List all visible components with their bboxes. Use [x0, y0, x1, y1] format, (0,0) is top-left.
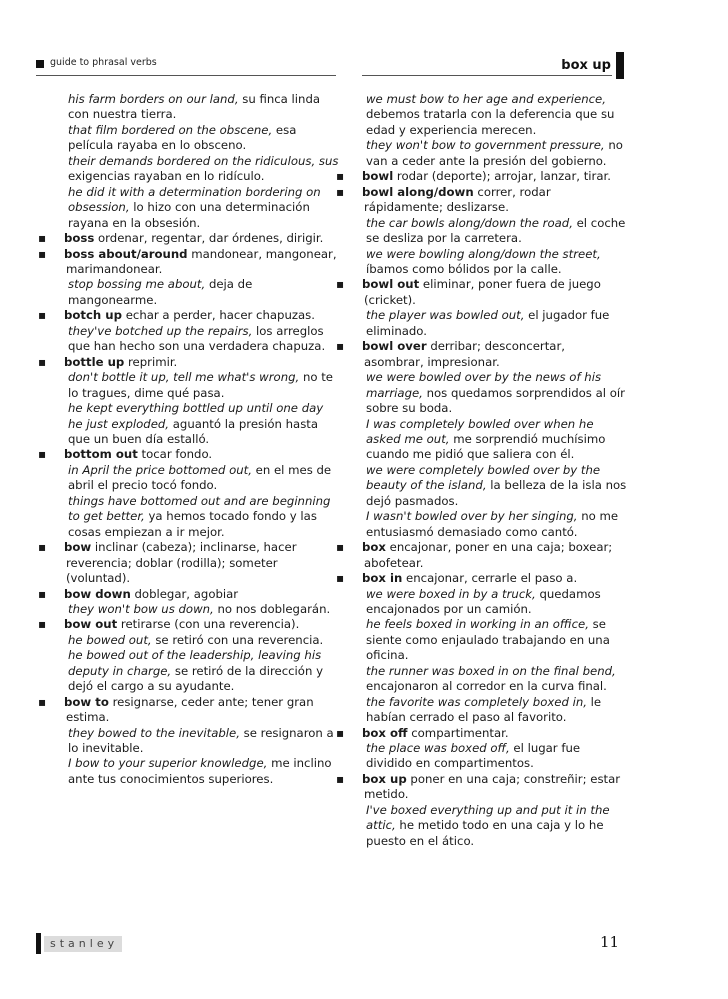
example-spanish: me inclino ante tus conocimientos superiores.: [68, 756, 332, 786]
example-spanish: no van a ceder ante la presión del gobierno.: [366, 138, 623, 168]
example-spanish: ya hemos tocado fondo y las cosas empiezan a ir mejor.: [68, 509, 317, 539]
example-spanish: se retiró de la dirección y dejó el cargo a su ayudante.: [68, 663, 323, 694]
example-english: he bowed out of the leadership, leaving his deputy in charge,: [68, 648, 322, 678]
header-rule-left: [36, 75, 336, 76]
translation: inclinar (cabeza); inclinarse, hacer reverencia; doblar (rodilla); someter (voluntad).: [66, 540, 297, 586]
example-english: we were bowled over by the news of his marriage,: [366, 370, 602, 400]
example: [348, 463, 628, 509]
example-english: I was completely bowled over when he asked me out,: [366, 416, 594, 446]
example: [50, 185, 340, 231]
example-english: he bowed out,: [68, 632, 152, 647]
example-spanish: nos quedamos sorprendidos al oír sobre su boda.: [366, 385, 625, 416]
dictionary-entry: [50, 308, 340, 323]
example-english: we were boxed in by a truck,: [366, 586, 536, 601]
left-column: [50, 92, 340, 787]
translation: derribar; desconcertar, asombrar, impresionar.: [364, 339, 565, 369]
example-english: I've boxed everything up and put it in the attic,: [366, 802, 610, 833]
example-spanish: no nos doblegarán.: [213, 601, 331, 616]
example-english: the car bowls along/down the road,: [366, 215, 573, 230]
example: [348, 695, 628, 726]
dictionary-entry: [348, 571, 628, 586]
headword: bowl along/down: [362, 184, 474, 199]
dictionary-entry: [50, 695, 340, 726]
example-english: the player was bowled out,: [366, 308, 525, 323]
example: [50, 154, 340, 185]
example-spanish: el coche se desliza por la carretera.: [366, 215, 626, 246]
header-square-mark: [36, 60, 44, 68]
headword: box up: [362, 771, 407, 786]
example-english: he did it with a determination bordering on obsession,: [68, 184, 321, 215]
translation: correr, rodar rápidamente; deslizarse.: [364, 184, 551, 215]
example-spanish: la belleza de la isla nos dejó pasmados.: [366, 478, 627, 508]
example-spanish: el lugar fue dividido en compartimentos.: [366, 741, 581, 771]
example-english: the runner was boxed in on the final bend,: [366, 663, 616, 678]
header-rule-right: [362, 75, 612, 76]
example: [50, 494, 340, 540]
headword: bowl over: [362, 339, 427, 354]
example: [50, 123, 340, 154]
translation: mandonear, mangonear, marimandonear.: [66, 246, 337, 276]
example-spanish: los arreglos que han hecho son una verdadera chapuza.: [68, 323, 326, 354]
example-english: we were bowling along/down the street,: [366, 246, 601, 261]
example-spanish: lo hizo con una determinación rayana en la obsesión.: [68, 200, 310, 230]
dictionary-entry: [50, 447, 340, 462]
example-spanish: se siente como enjaulado trabajando en una oficina.: [366, 617, 610, 663]
example-spanish: quedamos encajonados por un camión.: [366, 586, 601, 616]
headword: botch up: [64, 308, 122, 323]
footer-bar-mark: [36, 933, 41, 954]
example: [348, 138, 628, 169]
translation: compartimentar.: [407, 725, 509, 740]
example-english: I bow to your superior knowledge,: [68, 756, 268, 771]
example: [348, 617, 628, 663]
headword: box in: [362, 571, 403, 586]
example: [50, 633, 340, 648]
example: [348, 370, 628, 416]
example: [348, 417, 628, 463]
example: [50, 277, 340, 308]
example: [50, 726, 340, 757]
example-english: the place was boxed off,: [366, 741, 510, 756]
right-column: [348, 92, 628, 849]
translation: retirarse (con una reverencia).: [117, 617, 300, 632]
example: [348, 509, 628, 540]
example-spanish: me sorprendió muchísimo cuando me pidió que saliera con él.: [366, 431, 606, 462]
example: [348, 308, 628, 339]
example-english: things have bottomed out and are beginning to get better,: [68, 493, 331, 524]
translation: reprimir.: [124, 354, 178, 369]
example-spanish: se resignaron a lo inevitable.: [68, 725, 334, 756]
translation: resignarse, ceder ante; tener gran estima.: [66, 694, 314, 725]
running-head-right: box up: [561, 58, 611, 73]
example-english: we were completely bowled over by the beauty of the island,: [366, 462, 601, 493]
headword: bow: [64, 540, 92, 555]
example-spanish: le habían cerrado el paso al favorito.: [366, 694, 602, 725]
dictionary-entry: [348, 339, 628, 370]
example-english: they've botched up the repairs,: [68, 323, 253, 338]
dictionary-entry: [348, 277, 628, 308]
example-english: don't bottle it up, tell me what's wrong,: [68, 370, 300, 385]
headword: bow down: [64, 586, 131, 601]
translation: encajonar, cerrarle el paso a.: [402, 571, 578, 586]
header-bar-mark: [616, 52, 624, 79]
example: [50, 370, 340, 401]
dictionary-entry: [348, 772, 628, 803]
example: [50, 648, 340, 694]
example: [348, 664, 628, 695]
example-english: he kept everything bottled up until one day he just exploded,: [68, 401, 324, 431]
headword: bowl out: [362, 277, 420, 292]
translation: doblegar, agobiar: [130, 586, 239, 601]
example: [348, 587, 628, 618]
example-spanish: se retiró con una reverencia.: [151, 632, 324, 647]
dictionary-entry: [348, 169, 628, 184]
example: [348, 216, 628, 247]
example-spanish: no me entusiasmó demasiado como cantó.: [366, 509, 619, 539]
example: [50, 92, 340, 123]
headword: bow to: [64, 694, 109, 709]
example: [348, 741, 628, 772]
translation: rodar (deporte); arrojar, lanzar, tirar.: [393, 169, 611, 184]
example: [348, 803, 628, 849]
dictionary-entry: [348, 185, 628, 216]
example: [50, 401, 340, 447]
example-spanish: he metido todo en una caja y lo he puesto en el ático.: [366, 818, 604, 848]
dictionary-entry: [50, 617, 340, 632]
example-english: I wasn't bowled over by her singing,: [366, 509, 578, 524]
example: [50, 324, 340, 355]
dictionary-entry: [348, 540, 628, 571]
example-english: stop bossing me about,: [68, 277, 206, 292]
example-english: he feels boxed in working in an office,: [366, 617, 589, 632]
example-spanish: deja de mangonearme.: [68, 277, 253, 307]
translation: tocar fondo.: [137, 447, 213, 462]
example: [348, 92, 628, 138]
example-spanish: encajonaron al corredor en la curva final.: [366, 679, 607, 694]
example-english: in April the price bottomed out,: [68, 462, 252, 477]
headword: boss about/around: [64, 246, 188, 261]
dictionary-entry: [50, 231, 340, 246]
headword: box: [362, 540, 386, 555]
translation: ordenar, regentar, dar órdenes, dirigir.: [94, 231, 324, 246]
example-english: they won't bow us down,: [68, 601, 214, 616]
example-english: they bowed to the inevitable,: [68, 725, 240, 740]
example-spanish: no te lo tragues, dime qué pasa.: [68, 370, 333, 400]
translation: echar a perder, hacer chapuzas.: [122, 308, 315, 323]
example-spanish: debemos tratarla con la deferencia que su edad y experiencia merecen.: [366, 107, 615, 137]
example-spanish: íbamos como bólidos por la calle.: [366, 261, 562, 276]
headword: box off: [362, 725, 408, 740]
headword: boss: [64, 231, 95, 246]
dictionary-entry: [348, 726, 628, 741]
headword: bottom out: [64, 447, 138, 462]
running-head-left: guide to phrasal verbs: [50, 57, 157, 68]
translation: encajonar, poner en una caja; boxear; abofetear.: [364, 540, 613, 570]
example-spanish: su finca linda con nuestra tierra.: [68, 92, 321, 122]
example-english: his farm borders on our land,: [68, 92, 239, 106]
example-english: we must bow to her age and experience,: [366, 92, 606, 106]
headword: bottle up: [64, 354, 125, 369]
dictionary-entry: [50, 587, 340, 602]
example-english: that film bordered on the obscene,: [68, 122, 273, 137]
example-spanish: el jugador fue eliminado.: [366, 308, 610, 338]
dictionary-entry: [50, 247, 340, 278]
example: [348, 247, 628, 278]
dictionary-entry: [50, 540, 340, 586]
example-english: their demands bordered on the ridiculous, sus: [68, 153, 339, 168]
example-english: the favorite was completely boxed in,: [366, 694, 587, 709]
translation: eliminar, poner fuera de juego (cricket).: [364, 277, 601, 307]
translation: poner en una caja; constreñir; estar metido.: [364, 771, 621, 802]
example-spanish: en el mes de abril el precio tocó fondo.: [68, 462, 332, 493]
example: [50, 602, 340, 617]
headword: bow out: [64, 617, 118, 632]
example: [50, 463, 340, 494]
example-spanish: exigencias rayaban en lo ridículo.: [68, 169, 265, 184]
example-english: they won't bow to government pressure,: [366, 138, 605, 153]
dictionary-entry: [50, 355, 340, 370]
page-number: 11: [600, 933, 620, 951]
headword: bowl: [362, 169, 394, 184]
example-spanish: esa película rayaba en lo obsceno.: [68, 122, 297, 153]
example-spanish: aguantó la presión hasta que un buen día estalló.: [68, 416, 319, 446]
example: [50, 756, 340, 787]
publisher-label: stanley: [44, 936, 122, 952]
